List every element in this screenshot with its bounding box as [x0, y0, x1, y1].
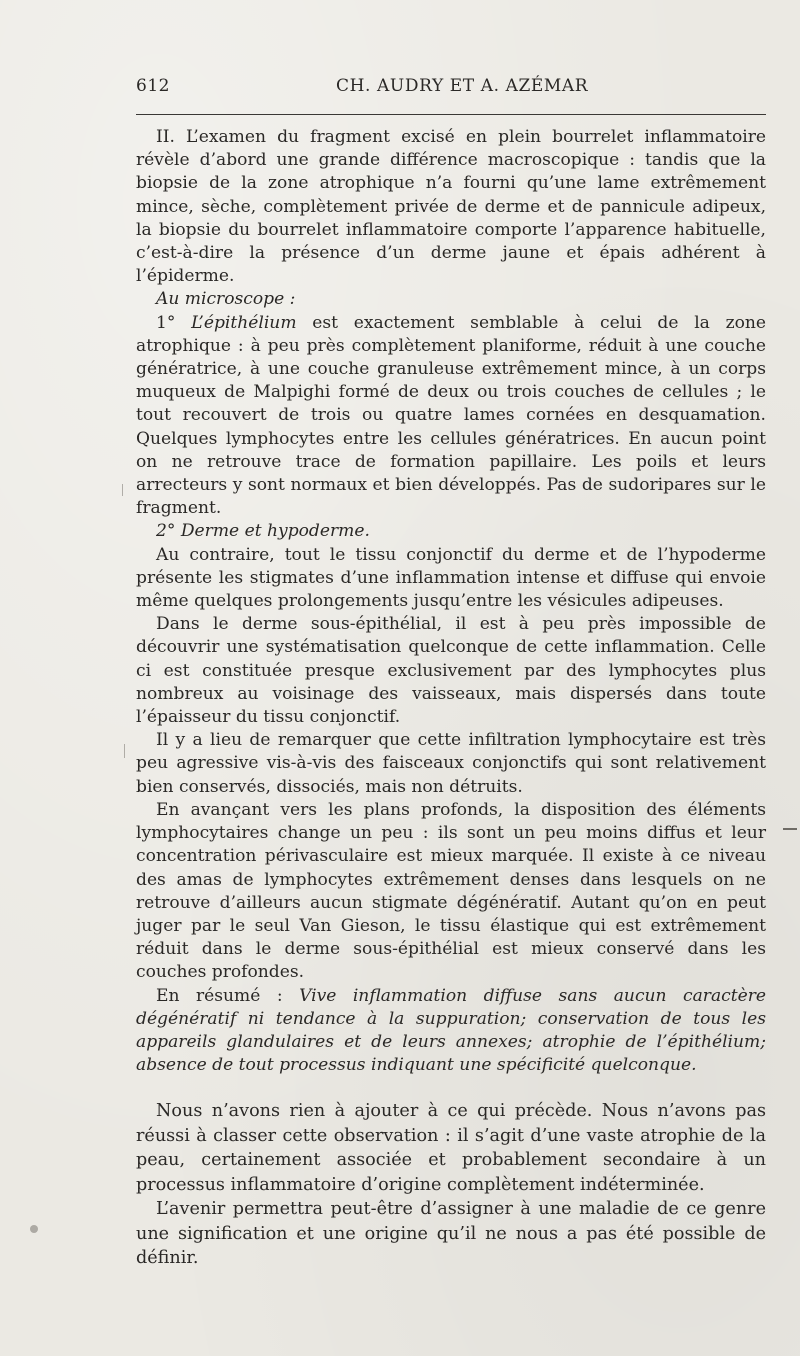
paragraph-derme-3: Il y a lieu de remarquer que cette infiltration lymphocytaire est très peu agressive vis-à-vis des faisceaux conjonctifs qui sont relativement bien conservés, dissociés, mais non détruits. — [136, 730, 766, 797]
epithelium-text: est exactement semblable à celui de la zone atrophique : à peu près complètement planiforme, réduit à une couche génératrice, à une couche granuleuse extrêmement mince, à un corps muqueux de Malpighi formé de deux ou trois couches de cellules ; le tout recouvert de trois ou quatre lames cornées en desquamation. Quelques lymphocytes entre les cellules génératrices. En aucun point on ne retrouve trace de formation papillaire. Les poils et leurs arrecteurs y sont normaux et bien développés. Pas de sudoripares sur le fragment. — [136, 312, 766, 519]
margin-mark — [783, 828, 797, 830]
margin-mark — [122, 484, 123, 496]
page-number: 612 — [136, 76, 170, 96]
paragraph-conclusion-2: L’avenir permettra peut-être d’assigner à une maladie de ce genre une signification et une origine qu’il ne nous a pas été possible de définir. — [136, 1199, 766, 1269]
body-text — [136, 126, 766, 1271]
summary-text: Vive inflammation diffuse sans aucun caractère dégénératif ni tendance à la suppuration; conservation de tous les appareils glandulaires et de leurs annexes; atrophie de l’épithélium; absence de tout processus indiquant une spécificité quelconque. — [136, 985, 766, 1076]
header-rule — [136, 114, 766, 115]
derme-heading: 2° Derme et hypoderme. — [156, 521, 370, 542]
paragraph-derme-2: Dans le derme sous-épithélial, il est à peu près impossible de découvrir une systématisation quelconque de cette inflammation. Celle ci est constituée presque exclusivement par des lymphocytes plus nombreux au voisinage des vaisseaux, mais dispersés dans toute l’épaisseur du tissu conjonctif. — [136, 614, 766, 728]
page-header — [136, 76, 766, 100]
paragraph-intro: II. L’examen du fragment excisé en plein bourrelet inflammatoire révèle d’abord une grande différence macroscopique : tandis que la biopsie de la zone atrophique n’a fourni qu’une lame extrêmement mince, sèche, complètement privée de derme et de pannicule adipeux, la biopsie du bourrelet inflammatoire comporte l’apparence habituelle, c’est-à-dire la présence d’un derme jaune et épais adhérent à l’épiderme. — [136, 127, 766, 287]
epithelium-term: L’épithélium — [191, 312, 297, 333]
section-gap — [136, 1077, 766, 1099]
microscope-heading: Au microscope : — [156, 289, 296, 310]
running-title: CH. AUDRY ET A. AZÉMAR — [336, 76, 589, 96]
paragraph-derme-4: En avançant vers les plans profonds, la disposition des éléments lymphocytaires change un peu : ils sont un peu moins diffus et leur concentration périvasculaire est mieux marquée. Il existe à ce niveau des amas de lymphocytes extrêmement denses dans lesquels on ne retrouve d’ailleurs aucun stigmate dégénératif. Autant qu’on en peut juger par le seul Van Gieson, le tissu élastique qui est extrêmement réduit dans le derme sous-épithélial est mieux conservé dans les couches profondes. — [136, 799, 766, 983]
margin-mark — [30, 1225, 38, 1233]
summary-lead: En résumé : — [156, 985, 283, 1006]
paragraph-conclusion-1: Nous n’avons rien à ajouter à ce qui précède. Nous n’avons pas réussi à classer cette observation : il s’agit d’une vaste atrophie de la peau, certainement associée et probablement secondaire à un processus inflammatoire d’origine complètement indéterminée. — [136, 1101, 766, 1195]
paragraph-derme-1: Au contraire, tout le tissu conjonctif du derme et de l’hypoderme présente les stigmates d’une inflammation intense et diffuse qui envoie même quelques prolongements jusqu’entre les vésicules adipeuses. — [136, 544, 766, 612]
epithelium-number: 1° — [156, 312, 176, 333]
paragraph-epithelium — [136, 312, 766, 521]
margin-mark — [124, 744, 125, 758]
paragraph-summary — [136, 985, 766, 1078]
